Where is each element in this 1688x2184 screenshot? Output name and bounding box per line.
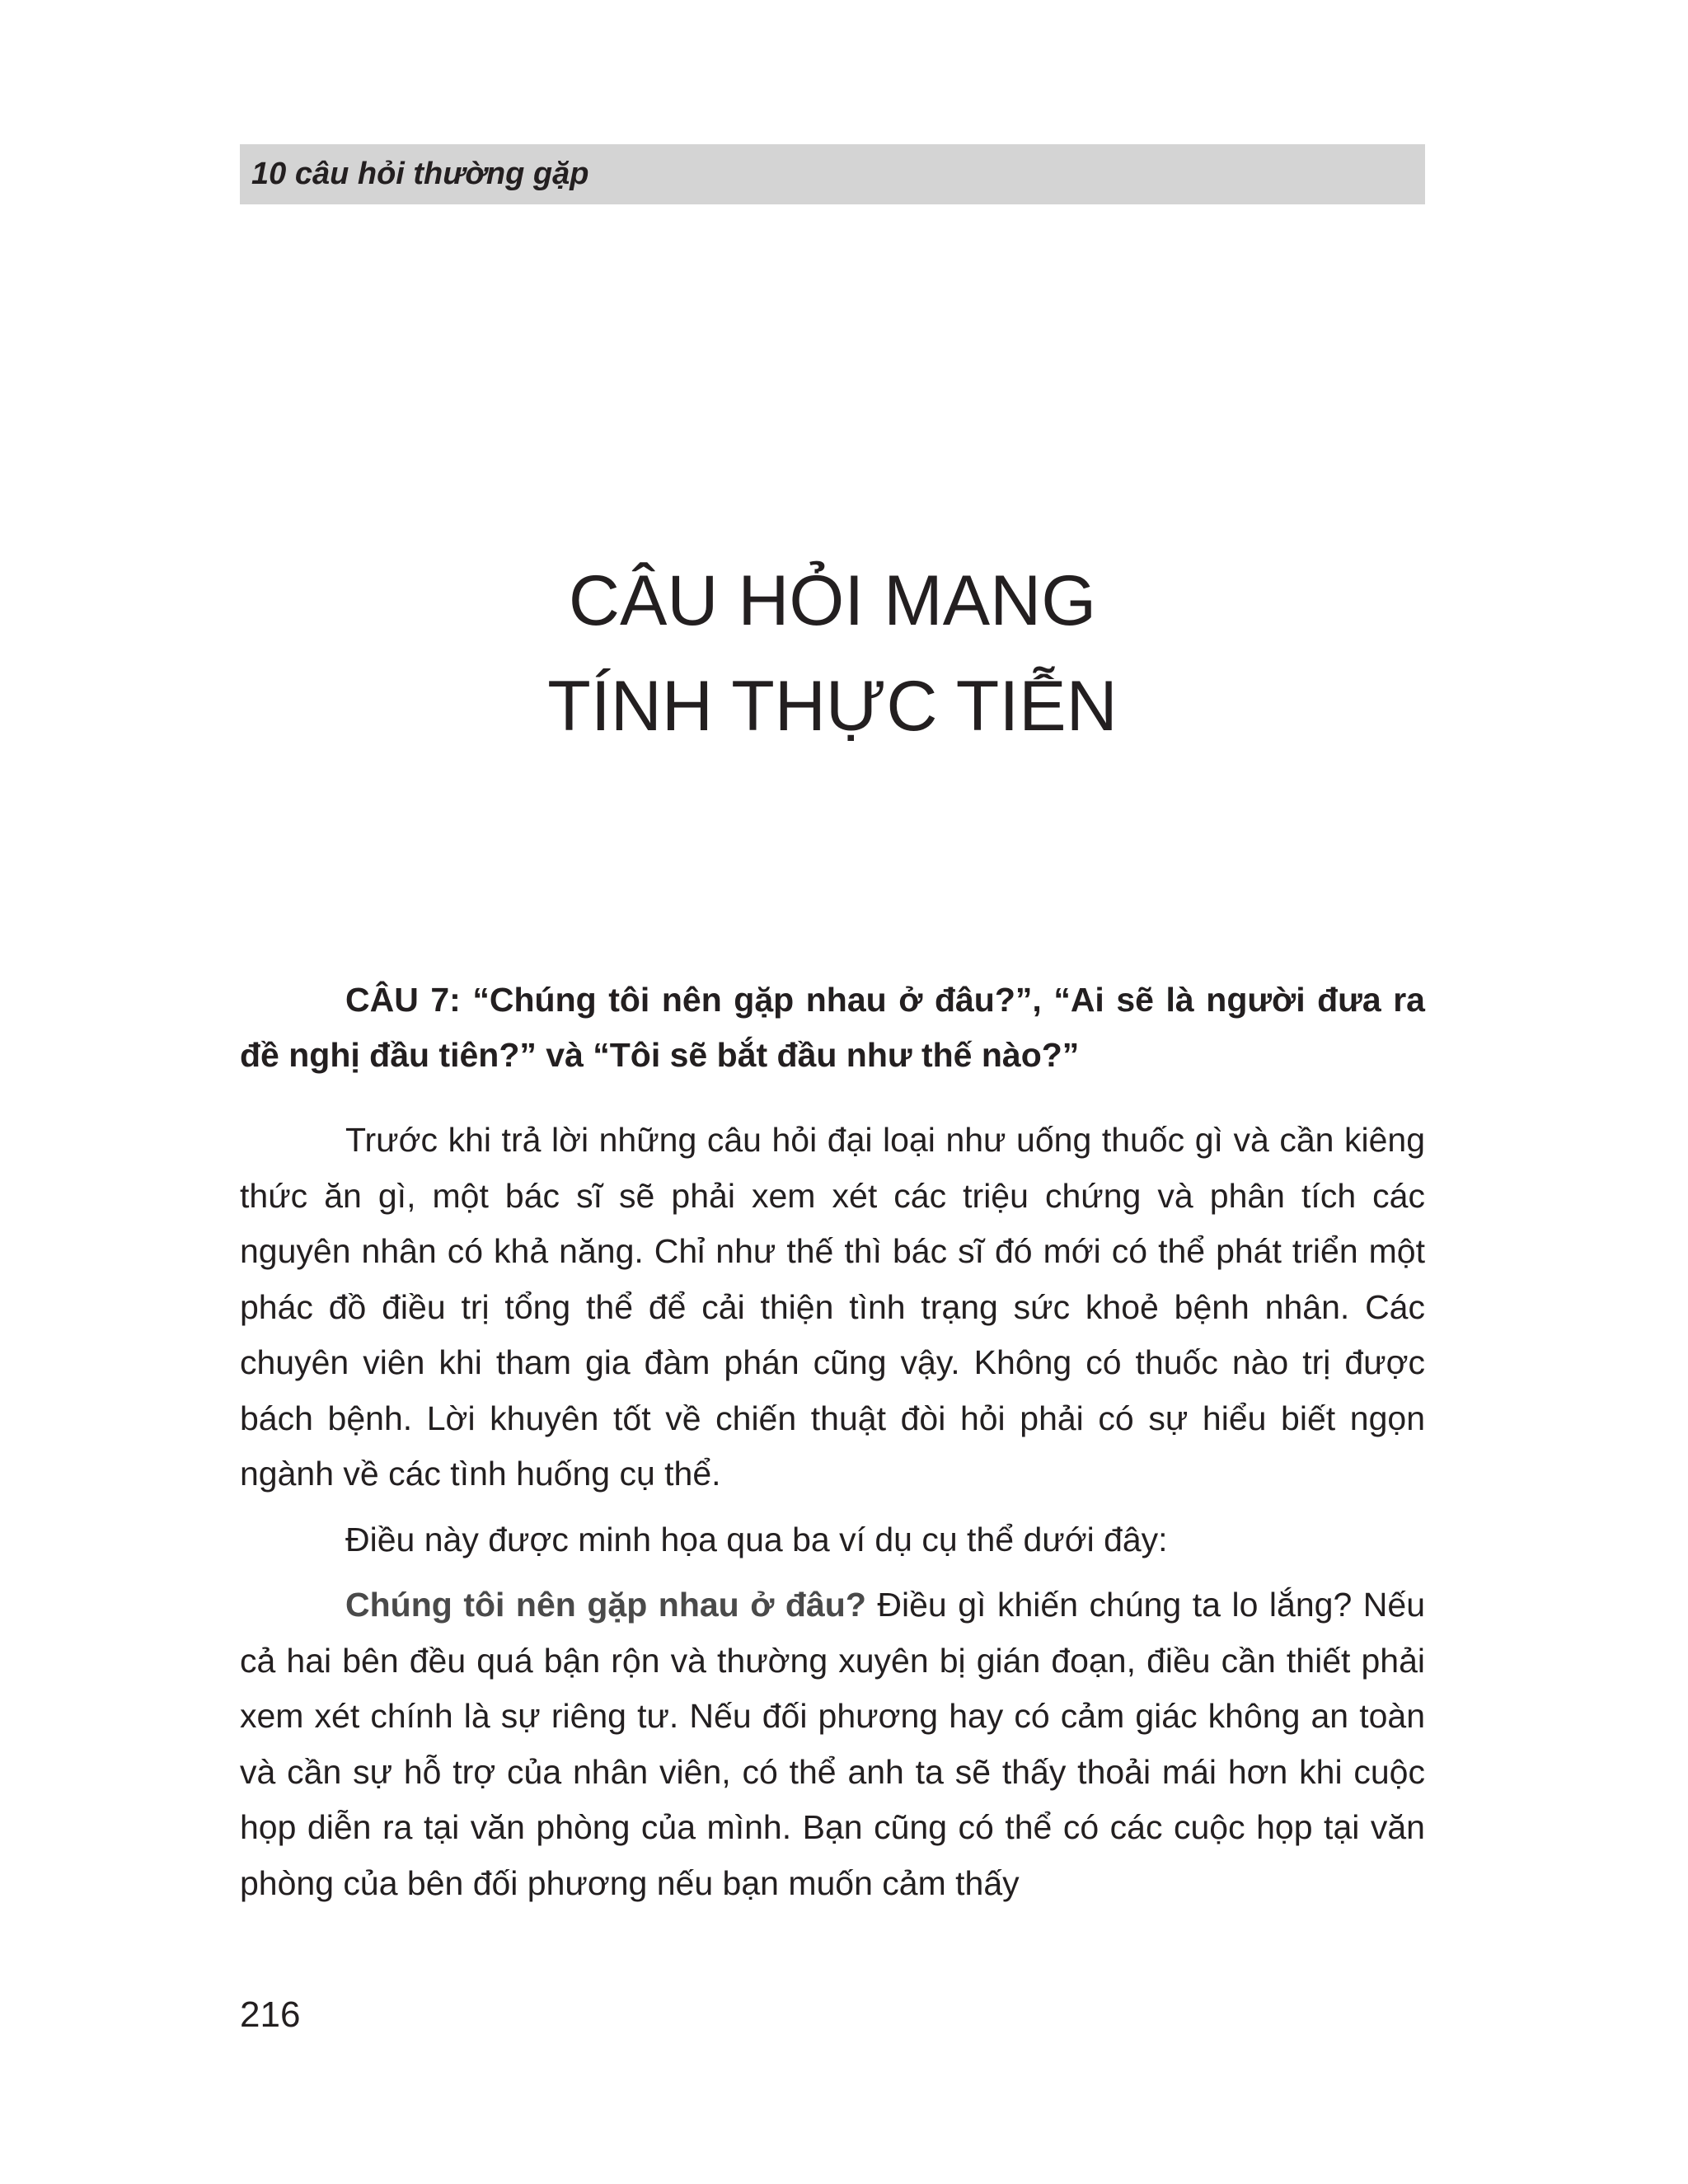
- paragraph-3-text: Điều gì khiến chúng ta lo lắng? Nếu cả hai bên đều quá bận rộn và thường xuyên bị gián đoạn, điều cần thiết phải xem xét chính là sự riêng tư. Nếu đối phương hay có cảm giác không an toàn và cần sự hỗ trợ của nhân viên, có thể anh ta sẽ thấy thoải mái hơn khi cuộc họp diễn ra tại văn phòng của mình. Bạn cũng có thể có các cuộc họp tại văn phòng của bên đối phương nếu bạn muốn cảm thấy: [240, 1586, 1425, 1902]
- paragraph-1: Trước khi trả lời những câu hỏi đại loại như uống thuốc gì và cần kiêng thức ăn gì, một bác sĩ sẽ phải xem xét các triệu chứng và phân tích các nguyên nhân có khả năng. Chỉ như thế thì bác sĩ đó mới có thể phát triển một phác đồ điều trị tổng thể để cải thiện tình trạng sức khoẻ bệnh nhân. Các chuyên viên khi tham gia đàm phán cũng vậy. Không có thuốc nào trị được bách bệnh. Lời khuyên tốt về chiến thuật đòi hỏi phải có sự hiểu biết ngọn ngành về các tình huống cụ thể.: [240, 1121, 1425, 1493]
- page-number: 216: [240, 1994, 301, 2035]
- chapter-title-line-1: CÂU HỎI MANG: [568, 561, 1097, 640]
- paragraph-2: Điều này được minh họa qua ba ví dụ cụ thể dưới đây:: [345, 1520, 1168, 1558]
- main-content: [240, 972, 1425, 1921]
- question-heading: CÂU 7: “Chúng tôi nên gặp nhau ở đâu?”, “Ai sẽ là người đưa ra đề nghị đầu tiên?” và “Tôi sẽ bắt đầu như thế nào?”: [240, 981, 1425, 1074]
- paragraph-3: [240, 1577, 1425, 1911]
- running-header: [240, 144, 1425, 204]
- chapter-title: [240, 548, 1425, 759]
- paragraph-3-lead: Chúng tôi nên gặp nhau ở đâu?: [345, 1586, 866, 1624]
- chapter-title-line-2: TÍNH THỰC TIỄN: [547, 667, 1118, 746]
- running-header-title: 10 câu hỏi thường gặp: [251, 157, 589, 191]
